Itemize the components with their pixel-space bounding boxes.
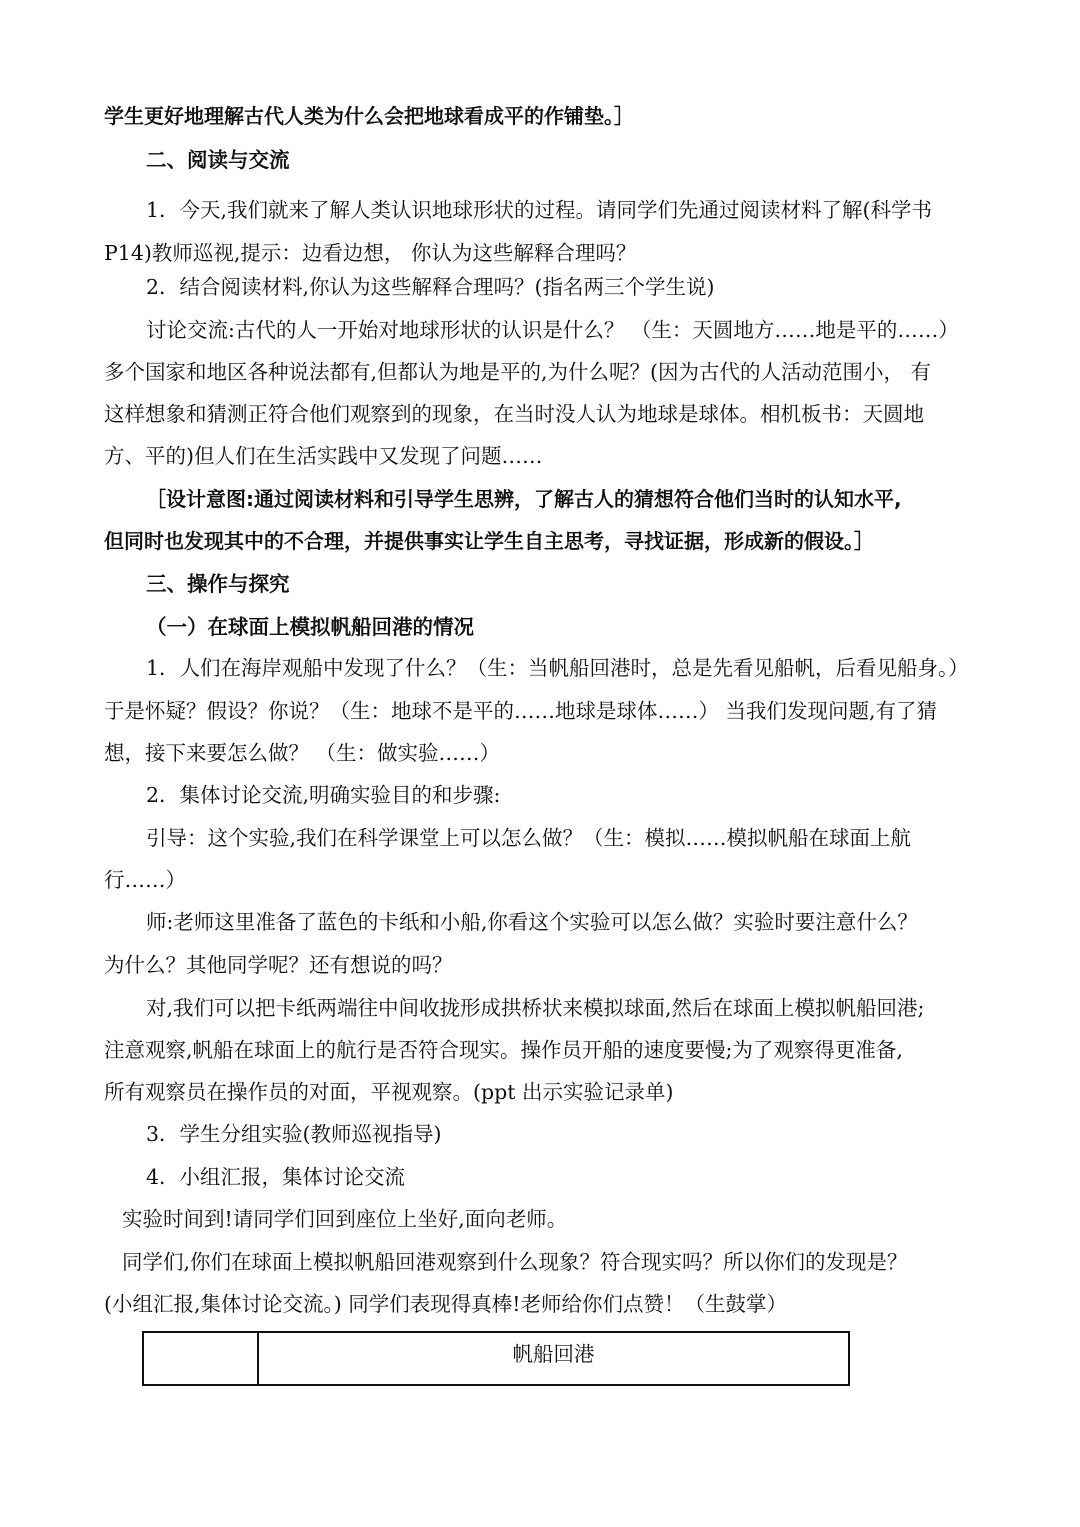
section-3-paragraph-3-line-2: 行……） [104, 868, 186, 892]
section-3-paragraph-2: 2．集体讨论交流,明确实验目的和步骤: [146, 783, 501, 807]
section-2-paragraph-2: 2．结合阅读材料,你认为这些解释合理吗？(指名两三个学生说) [146, 275, 715, 299]
experiment-record-table [142, 1331, 850, 1386]
section-3-paragraph-6: 3．学生分组实验(教师巡视指导) [146, 1122, 442, 1146]
section-3-paragraph-9-line-1: 同学们,你们在球面上模拟帆船回港观察到什么现象？符合现实吗？所以你们的发现是？ [122, 1250, 908, 1274]
table-header-sailboat-return: 帆船回港 [512, 1342, 595, 1366]
design-intent-2-line-1: ［设计意图:通过阅读材料和引导学生思辨，了解古人的猜想符合他们当时的认知水平, [146, 487, 902, 511]
section-3-paragraph-4-line-1: 师:老师这里准备了蓝色的卡纸和小船,你看这个实验可以怎么做？实验时要注意什么？ [146, 910, 918, 934]
section-3-paragraph-1-line-3: 想，接下来要怎么做？ （生：做实验……） [104, 741, 501, 765]
section-2-paragraph-3-line-3: 这样想象和猜测正符合他们观察到的现象，在当时没人认为地球是球体。相机板书：天圆地 [104, 402, 924, 426]
subsection-1-title: （一）在球面上模拟帆船回港的情况 [146, 615, 474, 639]
section-3-paragraph-4-line-2: 为什么？其他同学呢？还有想说的吗？ [104, 953, 453, 977]
section-3-paragraph-9-line-2: (小组汇报,集体讨论交流。) 同学们表现得真棒!老师给你们点赞！（生鼓掌） [104, 1292, 788, 1316]
section-3-paragraph-8: 实验时间到!请同学们回到座位上坐好,面向老师。 [122, 1207, 568, 1231]
section-3-paragraph-5-line-2: 注意观察,帆船在球面上的航行是否符合现实。操作员开船的速度要慢;为了观察得更准备, [104, 1038, 903, 1062]
section-2-paragraph-1-line-2: P14)教师巡视,提示：边看边想， 你认为这些解释合理吗？ [104, 241, 637, 265]
section-3-paragraph-1-line-2: 于是怀疑？假设？你说？（生：地球不是平的……地球是球体……） 当我们发现问题,有了猜 [104, 699, 938, 723]
section-2-paragraph-1-line-1: 1．今天,我们就来了解人类认识地球形状的过程。请同学们先通过阅读材料了解(科学书 [146, 198, 933, 222]
section-3-paragraph-7: 4．小组汇报，集体讨论交流 [146, 1165, 406, 1189]
section-2-paragraph-3-line-2: 多个国家和地区各种说法都有,但都认为地是平的,为什么呢？(因为古代的人活动范围小， 有 [104, 360, 932, 384]
section-3-title: 三、操作与探究 [146, 572, 290, 596]
section-2-title: 二、阅读与交流 [146, 148, 290, 172]
section-2-paragraph-3-line-1: 讨论交流:古代的人一开始对地球形状的认识是什么？ （生：天圆地方……地是平的……） [146, 318, 959, 342]
section-3-paragraph-5-line-3: 所有观察员在操作员的对面，平视观察。(ppt 出示实验记录单) [104, 1080, 674, 1104]
section-3-paragraph-1-line-1: 1．人们在海岸观船中发现了什么？（生：当帆船回港时，总是先看见船帆，后看见船身。） [146, 656, 969, 680]
section-3-paragraph-5-line-1: 对,我们可以把卡纸两端往中间收拢形成拱桥状来模拟球面,然后在球面上模拟帆船回港; [146, 996, 925, 1020]
section-2-paragraph-3-line-4: 方、平的)但人们在生活实践中又发现了问题…… [104, 444, 543, 468]
design-intent-1-end: 学生更好地理解古代人类为什么会把地球看成平的作铺垫。］ [104, 104, 634, 128]
section-3-paragraph-3-line-1: 引导：这个实验,我们在科学课堂上可以怎么做？（生：模拟……模拟帆船在球面上航 [146, 826, 912, 850]
design-intent-2-line-2: 但同时也发现其中的不合理，并提供事实让学生自主思考，寻找证据，形成新的假设。］ [104, 529, 874, 553]
